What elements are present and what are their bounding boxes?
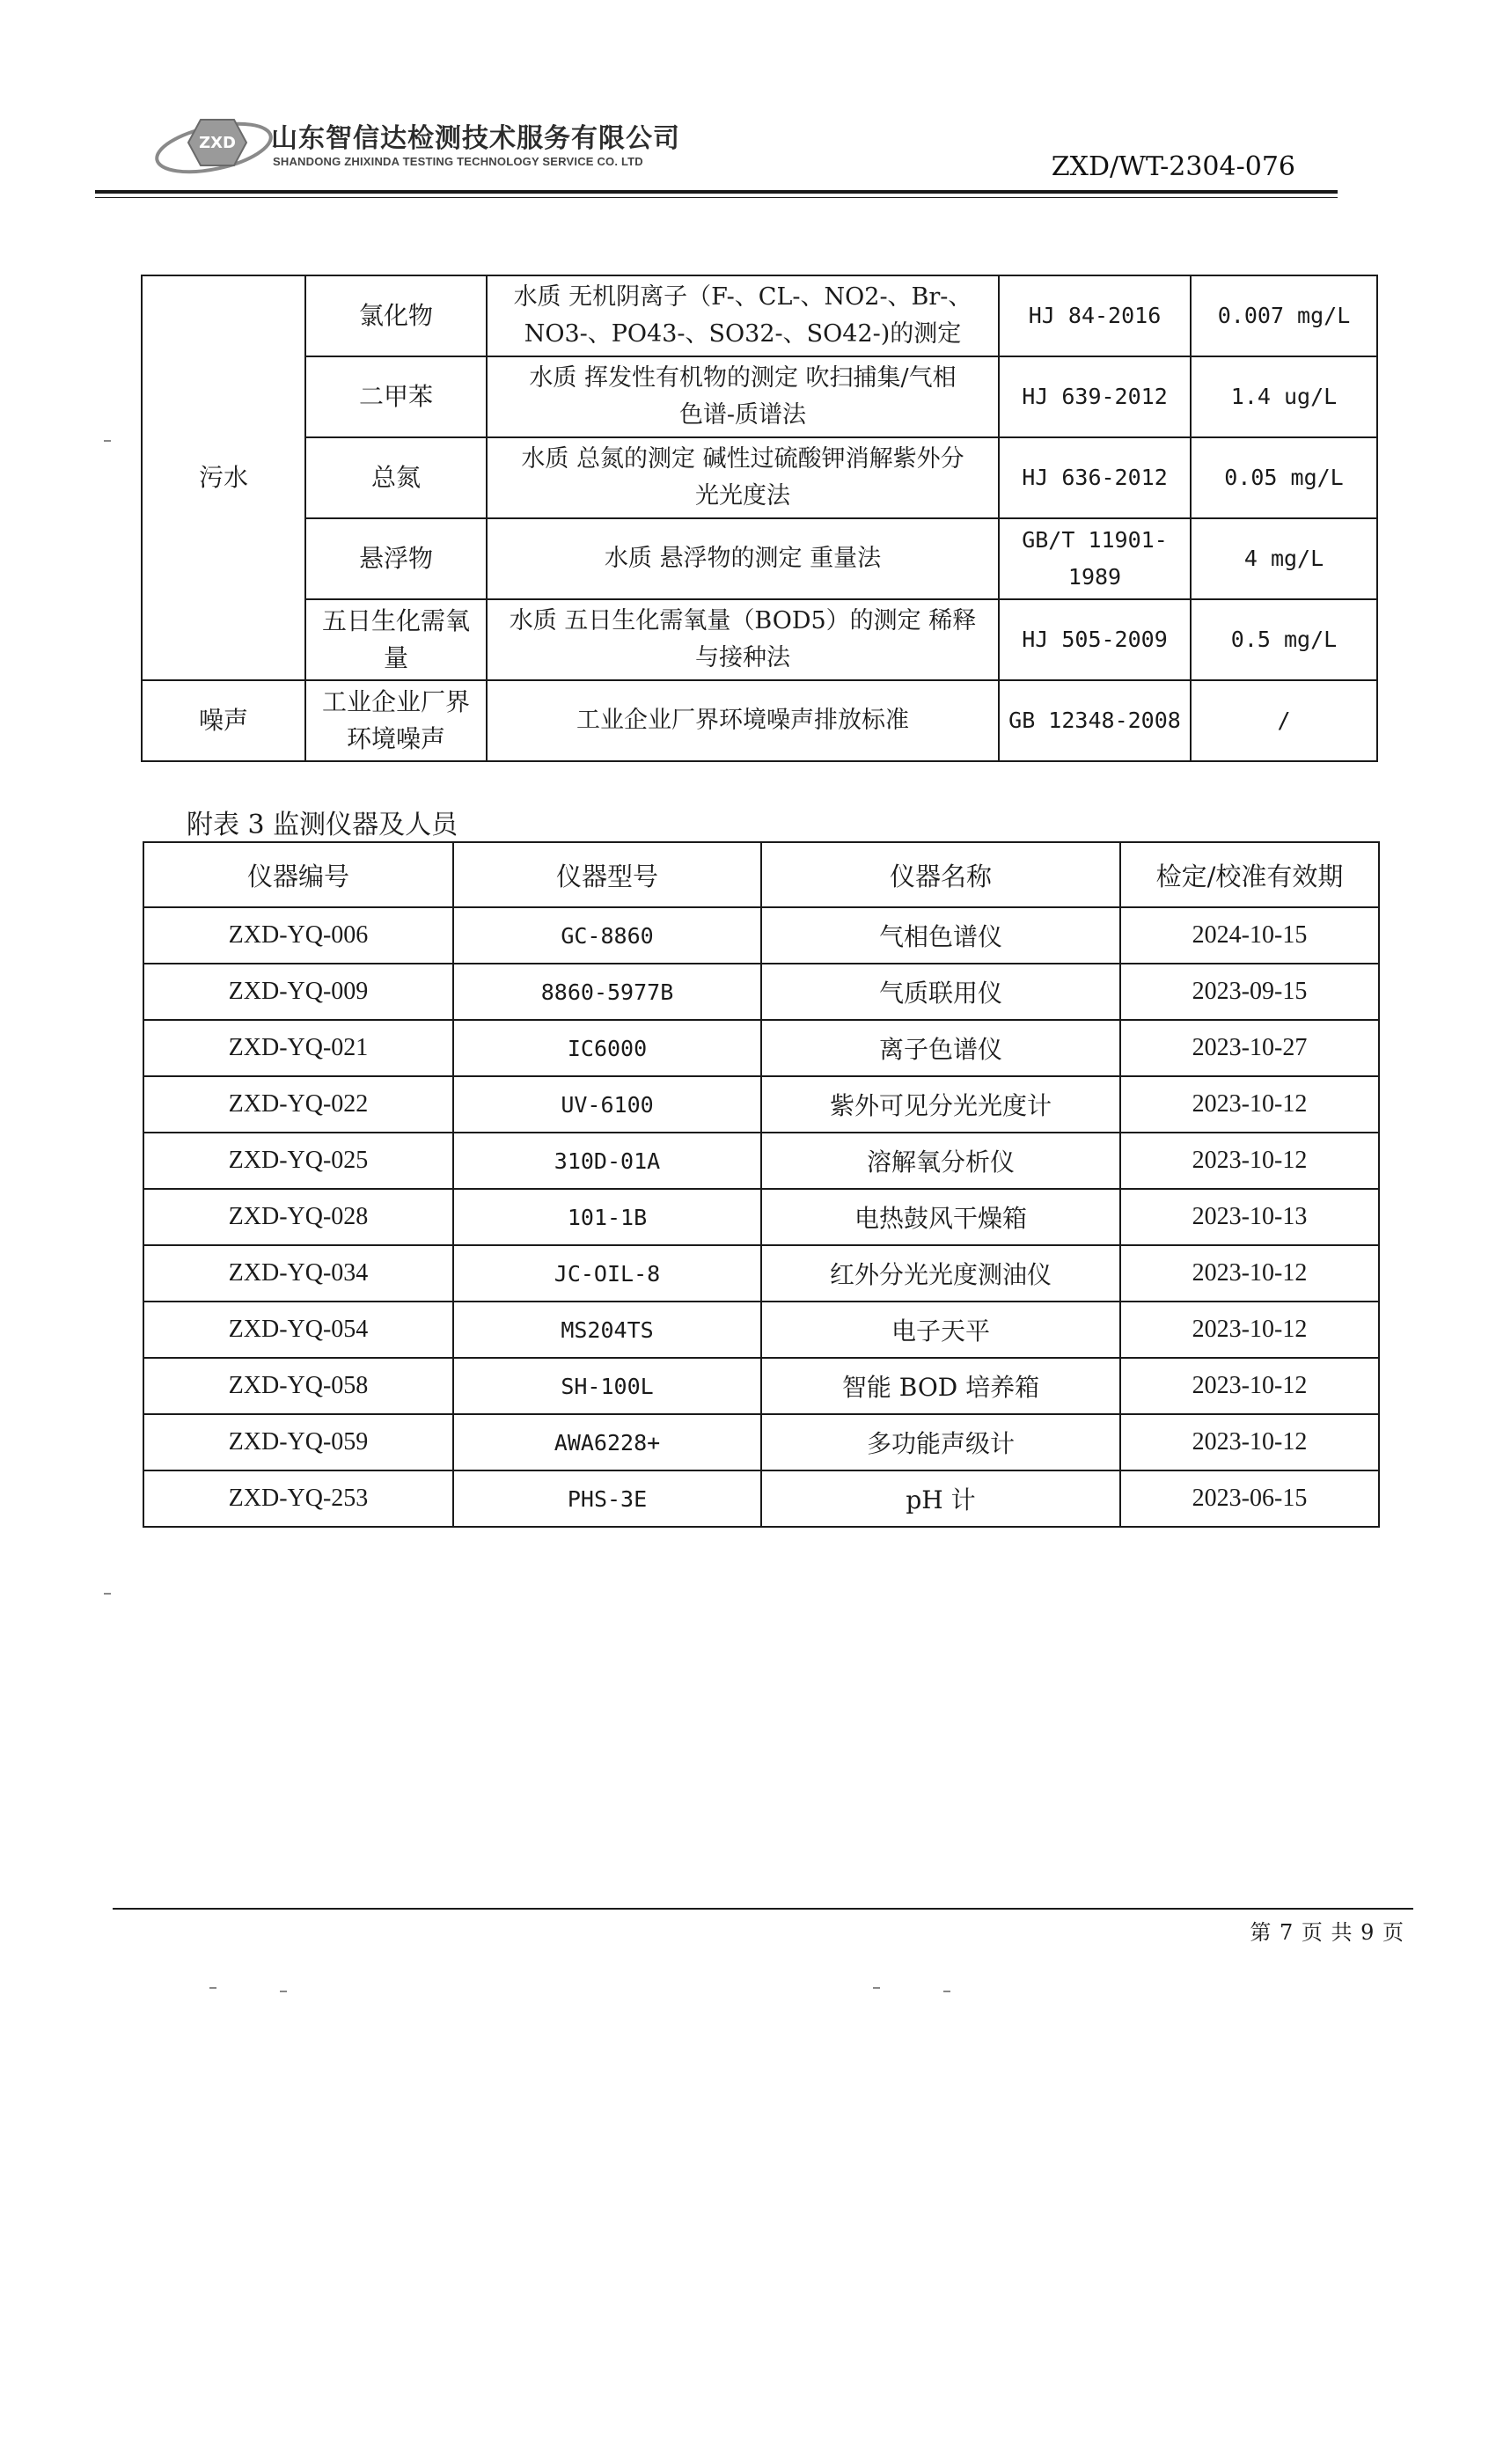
col-header: 检定/校准有效期 <box>1120 842 1379 907</box>
table-row <box>142 437 1377 518</box>
instrument-model-cell: PHS-3E <box>453 1470 761 1527</box>
item-cell-line: 二甲苯 <box>358 382 433 411</box>
calibration-date-cell: 2023-10-12 <box>1120 1076 1379 1133</box>
company-name-cn: 山东智信达检测技术服务有限公司 <box>271 123 680 154</box>
item-cell <box>305 680 487 761</box>
item-cell <box>305 437 487 518</box>
method-table <box>141 275 1378 762</box>
instrument-code-cell: ZXD-YQ-009 <box>143 964 453 1020</box>
instrument-model-cell: AWA6228+ <box>453 1414 761 1470</box>
limit-cell: 0.05 mg/L <box>1191 437 1377 518</box>
limit-cell: / <box>1191 680 1377 761</box>
table-row <box>143 1189 1379 1245</box>
method-cell-line: 光光度法 <box>695 482 790 510</box>
instrument-model-cell: SH-100L <box>453 1358 761 1414</box>
col-header: 仪器型号 <box>453 842 761 907</box>
category-cell: 污水 <box>142 275 305 680</box>
instrument-name-cell: 红外分光光度测油仪 <box>761 1245 1120 1302</box>
instrument-code-cell: ZXD-YQ-028 <box>143 1189 453 1245</box>
standard-cell-line: HJ 505-2009 <box>1022 627 1168 652</box>
standard-cell <box>999 518 1191 599</box>
instrument-code-cell: ZXD-YQ-253 <box>143 1470 453 1527</box>
method-cell <box>487 680 999 761</box>
item-cell-line: 总氮 <box>370 463 421 492</box>
standard-cell-line: GB/T 11901- <box>1022 527 1168 553</box>
instrument-name-cell: 电热鼓风干燥箱 <box>761 1189 1120 1245</box>
instrument-name-cell: 智能 BOD 培养箱 <box>761 1358 1120 1414</box>
document-number: ZXD/WT-2304-076 <box>1051 151 1295 182</box>
standard-cell <box>999 599 1191 680</box>
method-cell-line: 水质 五日生化需氧量（BOD5）的测定 稀释 <box>509 607 977 634</box>
instrument-model-cell: MS204TS <box>453 1302 761 1358</box>
instrument-code-cell: ZXD-YQ-054 <box>143 1302 453 1358</box>
limit-cell: 0.007 mg/L <box>1191 275 1377 356</box>
instrument-name-cell: pH 计 <box>761 1470 1120 1527</box>
instrument-model-cell: JC-OIL-8 <box>453 1245 761 1302</box>
instrument-model-cell: 8860-5977B <box>453 964 761 1020</box>
col-header: 仪器编号 <box>143 842 453 907</box>
standard-cell-line: HJ 639-2012 <box>1022 384 1168 409</box>
table-row <box>143 1470 1379 1527</box>
limit-cell: 4 mg/L <box>1191 518 1377 599</box>
col-header: 仪器名称 <box>761 842 1120 907</box>
standard-cell-line: HJ 636-2012 <box>1022 465 1168 490</box>
method-cell <box>487 437 999 518</box>
standard-cell-line: HJ 84-2016 <box>1028 303 1162 328</box>
method-cell-line: 水质 无机阴离子（F-、CL-、NO2-、Br-、 <box>513 283 972 311</box>
calibration-date-cell: 2023-10-12 <box>1120 1414 1379 1470</box>
calibration-date-cell: 2023-10-12 <box>1120 1358 1379 1414</box>
table-row <box>143 1076 1379 1133</box>
standard-cell-line: 1989 <box>1067 564 1122 590</box>
item-cell <box>305 518 487 599</box>
item-cell <box>305 356 487 437</box>
calibration-date-cell: 2023-10-27 <box>1120 1020 1379 1076</box>
method-cell <box>487 518 999 599</box>
instrument-name-cell: 紫外可见分光光度计 <box>761 1076 1120 1133</box>
instrument-model-cell: IC6000 <box>453 1020 761 1076</box>
instrument-name-cell: 离子色谱仪 <box>761 1020 1120 1076</box>
scan-speck <box>209 1987 216 1989</box>
instrument-name-cell: 多功能声级计 <box>761 1414 1120 1470</box>
table-row <box>143 1133 1379 1189</box>
calibration-date-cell: 2024-10-15 <box>1120 907 1379 964</box>
instrument-model-cell: 101-1B <box>453 1189 761 1245</box>
table-row <box>142 518 1377 599</box>
item-cell-line: 悬浮物 <box>358 544 433 573</box>
method-cell-line: 水质 挥发性有机物的测定 吹扫捕集/气相 <box>529 364 957 392</box>
calibration-date-cell: 2023-10-12 <box>1120 1133 1379 1189</box>
table-row <box>142 356 1377 437</box>
table-row <box>142 599 1377 680</box>
instrument-code-cell: ZXD-YQ-058 <box>143 1358 453 1414</box>
footer-rule <box>113 1908 1413 1910</box>
calibration-date-cell: 2023-10-12 <box>1120 1245 1379 1302</box>
instrument-code-cell: ZXD-YQ-034 <box>143 1245 453 1302</box>
item-cell-line: 氯化物 <box>358 301 433 330</box>
company-name-en: SHANDONG ZHIXINDA TESTING TECHNOLOGY SERVICE CO. LTD <box>273 155 643 168</box>
method-cell <box>487 356 999 437</box>
standard-cell <box>999 275 1191 356</box>
item-cell-line: 量 <box>383 643 408 672</box>
logo-text: ZXD <box>199 134 236 152</box>
standard-cell <box>999 437 1191 518</box>
table-row <box>142 275 1377 356</box>
item-cell <box>305 275 487 356</box>
instrument-name-cell: 气相色谱仪 <box>761 907 1120 964</box>
table-row <box>143 1414 1379 1470</box>
table-row <box>143 964 1379 1020</box>
method-cell <box>487 275 999 356</box>
instrument-name-cell: 溶解氧分析仪 <box>761 1133 1120 1189</box>
category-cell: 噪声 <box>142 680 305 761</box>
method-cell-line: 与接种法 <box>695 644 790 671</box>
table-caption: 附表 3 监测仪器及人员 <box>187 810 458 840</box>
standard-cell-line: GB 12348-2008 <box>1008 708 1181 733</box>
method-cell-line: NO3-、PO43-、SO32-、SO42-)的测定 <box>524 320 962 348</box>
item-cell-line: 工业企业厂界 <box>321 687 470 716</box>
calibration-date-cell: 2023-10-12 <box>1120 1302 1379 1358</box>
standard-cell <box>999 680 1191 761</box>
instrument-table <box>143 841 1380 1528</box>
method-cell-line: 水质 总氮的测定 碱性过硫酸钾消解紫外分 <box>521 445 964 473</box>
method-cell <box>487 599 999 680</box>
method-cell-line: 工业企业厂界环境噪声排放标准 <box>576 707 909 734</box>
instrument-model-cell: 310D-01A <box>453 1133 761 1189</box>
table-row <box>143 1358 1379 1414</box>
instrument-model-cell: GC-8860 <box>453 907 761 964</box>
instrument-code-cell: ZXD-YQ-021 <box>143 1020 453 1076</box>
item-cell <box>305 599 487 680</box>
table-header-row <box>143 842 1379 907</box>
item-cell-line: 环境噪声 <box>346 724 445 753</box>
instrument-name-cell: 气质联用仪 <box>761 964 1120 1020</box>
scan-speck <box>104 440 111 442</box>
header-rule-thin <box>95 197 1338 198</box>
page-number: 第 7 页 共 9 页 <box>1250 1920 1404 1945</box>
instrument-model-cell: UV-6100 <box>453 1076 761 1133</box>
limit-cell: 0.5 mg/L <box>1191 599 1377 680</box>
limit-cell: 1.4 ug/L <box>1191 356 1377 437</box>
table-row <box>142 680 1377 761</box>
table-row <box>143 1245 1379 1302</box>
scan-speck <box>943 1991 950 1992</box>
method-cell-line: 水质 悬浮物的测定 重量法 <box>604 545 882 572</box>
scan-speck <box>873 1987 880 1989</box>
instrument-code-cell: ZXD-YQ-022 <box>143 1076 453 1133</box>
method-cell-line: 色谱-质谱法 <box>678 401 807 429</box>
calibration-date-cell: 2023-06-15 <box>1120 1470 1379 1527</box>
company-logo <box>148 107 280 185</box>
instrument-code-cell: ZXD-YQ-059 <box>143 1414 453 1470</box>
instrument-code-cell: ZXD-YQ-025 <box>143 1133 453 1189</box>
scan-speck <box>280 1991 287 1992</box>
standard-cell <box>999 356 1191 437</box>
calibration-date-cell: 2023-10-13 <box>1120 1189 1379 1245</box>
header-rule <box>95 190 1338 194</box>
table-row <box>143 907 1379 964</box>
table-row <box>143 1020 1379 1076</box>
instrument-code-cell: ZXD-YQ-006 <box>143 907 453 964</box>
table-row <box>143 1302 1379 1358</box>
calibration-date-cell: 2023-09-15 <box>1120 964 1379 1020</box>
scan-speck <box>104 1593 111 1595</box>
instrument-name-cell: 电子天平 <box>761 1302 1120 1358</box>
item-cell-line: 五日生化需氧 <box>321 606 470 635</box>
